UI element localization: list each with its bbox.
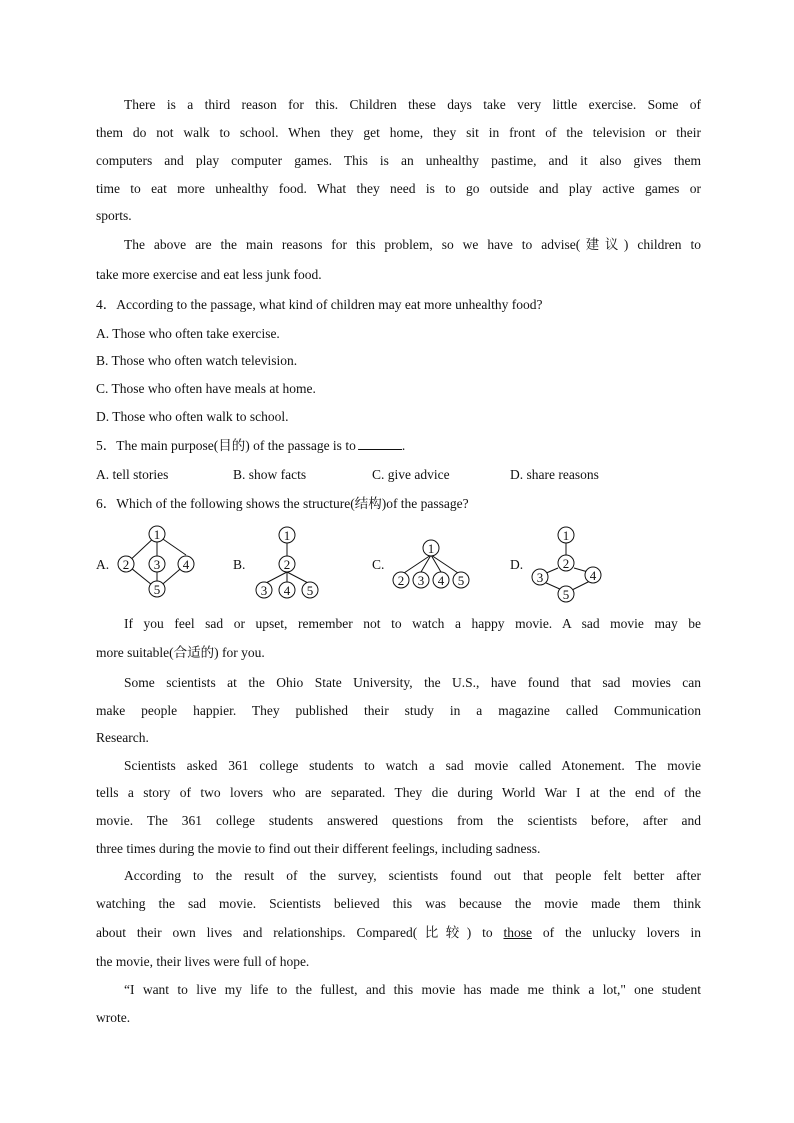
- node-label: 4: [437, 573, 445, 588]
- node-label: 3: [536, 570, 544, 585]
- question-5-option-a: A. tell stories: [96, 467, 169, 482]
- paragraph-line: computers and play computer games. This is an unhealthy pastime, and it also gives them: [96, 153, 701, 168]
- node-label: 1: [562, 528, 570, 543]
- answer-blank: [358, 437, 402, 450]
- paragraph-line: wrote.: [96, 1010, 131, 1025]
- paragraph-line: watching the sad movie. Scientists believed this was because the movie made them think: [96, 896, 701, 911]
- paragraph-line: “I want to live my life to the fullest, and this movie has made me think a lot," one student: [124, 982, 701, 997]
- question-5-option-b: B. show facts: [233, 467, 307, 482]
- node-label: 5: [306, 583, 314, 598]
- node-label: 1: [153, 527, 161, 542]
- paragraph-line: take more exercise and eat less junk food.: [96, 267, 322, 282]
- question-6-stem: 6．Which of the following shows the structure(结构)of the passage?: [96, 496, 469, 511]
- paragraph-line: three times during the movie to find out their different feelings, including sadness.: [96, 841, 541, 856]
- paragraph-line: The above are the main reasons for this problem, so we have to advise(建议) children to: [124, 237, 701, 252]
- node-label: 4: [589, 568, 597, 583]
- node-label: 4: [182, 557, 190, 572]
- node-label: 5: [153, 582, 161, 597]
- node-label: 1: [283, 528, 291, 543]
- question-5-stem-text: 5．The main purpose(目的) of the passage is to: [96, 438, 356, 453]
- node-label: 1: [427, 541, 435, 556]
- underlined-word-those: those: [503, 925, 532, 940]
- node-label: 2: [283, 557, 291, 572]
- question-4-option-b: B. Those who often watch television.: [96, 353, 298, 368]
- paragraph-line: them do not walk to school. When they get home, they sit in front of the television or their: [96, 125, 701, 140]
- node-label: 4: [283, 583, 291, 598]
- paragraph-line: the movie, their lives were full of hope.: [96, 954, 310, 969]
- node-label: 5: [457, 573, 465, 588]
- question-4-option-c: C. Those who often have meals at home.: [96, 381, 316, 396]
- node-label: 3: [417, 573, 425, 588]
- structure-diagram-d: [526, 522, 606, 607]
- question-5-option-c: C. give advice: [372, 467, 450, 482]
- paragraph-line: If you feel sad or upset, remember not to watch a happy movie. A sad movie may be: [124, 616, 701, 631]
- paragraph-line: Scientists asked 361 college students to watch a sad movie called Atonement. The movie: [124, 758, 701, 773]
- node-label: 3: [153, 557, 161, 572]
- node-label: 2: [122, 557, 130, 572]
- question-5-stem-end: .: [401, 438, 406, 453]
- question-4-option-d: D. Those who often walk to school.: [96, 409, 289, 424]
- structure-diagram-c: [388, 535, 478, 595]
- question-6-option-d-label: D.: [510, 557, 524, 572]
- question-5-stem: [96, 437, 701, 455]
- question-6-option-c-label: C.: [372, 557, 385, 572]
- question-4-stem: 4．According to the passage, what kind of children may eat more unhealthy food?: [96, 297, 543, 312]
- question-6-option-a-label: A.: [96, 557, 110, 572]
- paragraph-line: make people happier. They published their study in a magazine called Communication: [96, 703, 701, 718]
- paragraph-line: tells a story of two lovers who are separated. They die during World War I at the end of the: [96, 785, 701, 800]
- paragraph-line: Some scientists at the Ohio State University, the U.S., have found that sad movies can: [124, 675, 701, 690]
- structure-diagram-b: [248, 522, 328, 602]
- paragraph-line: time to eat more unhealthy food. What they need is to go outside and play active games or: [96, 181, 701, 196]
- question-4-option-a: A. Those who often take exercise.: [96, 326, 280, 341]
- paragraph-text: about their own lives and relationships. Compared(比较) to: [96, 925, 493, 940]
- node-label: 2: [562, 556, 570, 571]
- question-6-option-b-label: B.: [233, 557, 246, 572]
- paragraph-line: [96, 924, 701, 942]
- node-label: 5: [562, 587, 570, 602]
- paragraph-line: According to the result of the survey, scientists found out that people felt better after: [124, 868, 701, 883]
- node-label: 2: [397, 573, 405, 588]
- paragraph-line: Research.: [96, 730, 149, 745]
- node-label: 3: [260, 583, 268, 598]
- paragraph-text: of the unlucky lovers in: [542, 925, 702, 940]
- paragraph-line: more suitable(合适的) for you.: [96, 645, 265, 660]
- question-5-option-d: D. share reasons: [510, 467, 599, 482]
- paragraph-line: There is a third reason for this. Children these days take very little exercise. Some of: [124, 97, 701, 112]
- paragraph-line: movie. The 361 college students answered questions from the scientists before, after and: [96, 813, 701, 828]
- paragraph-line: sports.: [96, 208, 132, 223]
- structure-diagram-a: [110, 522, 200, 602]
